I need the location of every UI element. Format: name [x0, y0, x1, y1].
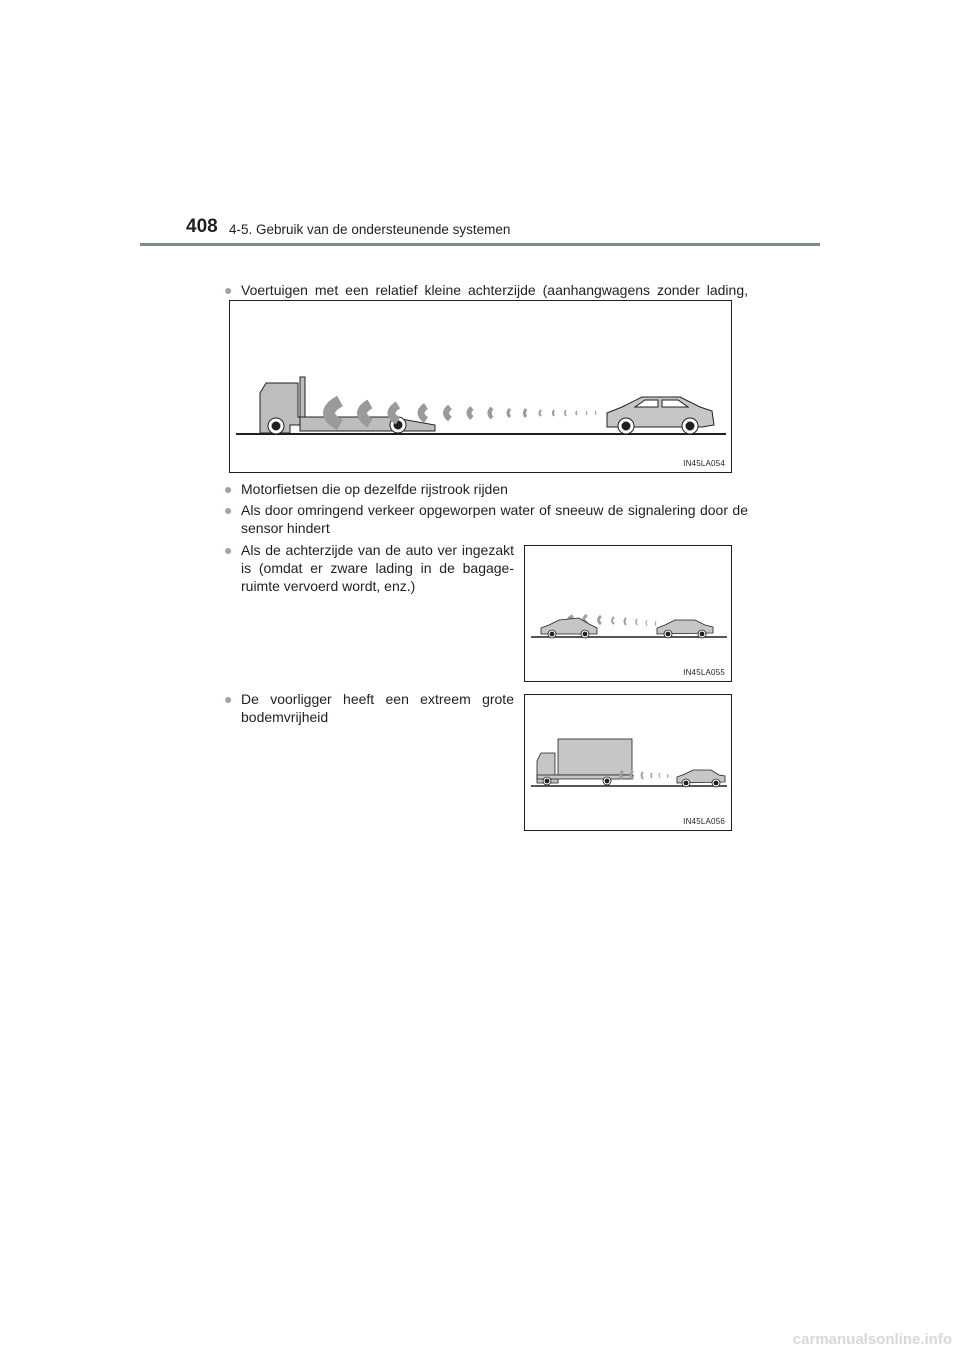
figure-trailer-truck	[229, 300, 732, 473]
bullet-text: Voertuigen met een relatief kleine achterzijde (aanhangwagens zonder lading,	[241, 282, 748, 298]
bullet-item	[224, 501, 748, 537]
bullet-item	[224, 690, 514, 726]
bullet-dot-icon: ●	[224, 691, 233, 707]
bullet-dot-icon: ●	[224, 502, 233, 518]
bullet-dot-icon: ●	[224, 542, 233, 558]
bullet-text: De voorligger heeft een extreem grote bodemvrijheid	[241, 691, 514, 725]
box-truck-illustration	[525, 695, 733, 832]
figure-high-clearance-truck	[524, 694, 732, 831]
figure-sagging-car	[524, 545, 732, 682]
sagging-car-illustration	[525, 546, 733, 683]
bullet-dot-icon: ●	[224, 282, 233, 298]
figure-code: IN45LA055	[683, 668, 725, 677]
bullet-item	[224, 480, 748, 498]
header-rule	[140, 243, 820, 246]
section-title: 4-5. Gebruik van de ondersteunende systemen	[229, 222, 511, 237]
bullet-item	[224, 541, 514, 595]
bullet-text: Als door omringend verkeer opgeworpen water of sneeuw de signalering door de sensor hindert	[241, 502, 748, 536]
bullet-dot-icon: ●	[224, 481, 233, 497]
figure-code: IN45LA056	[683, 817, 725, 826]
watermark[interactable]: carmanualsonline.info	[792, 1331, 952, 1348]
figure-code: IN45LA054	[683, 459, 725, 468]
bullet-text: Motorfietsen die op dezelfde rijstrook rijden	[241, 481, 508, 497]
trailer-truck-illustration	[230, 301, 733, 474]
bullet-text: Als de achterzijde van de auto ver ingezakt is (omdat er zware lading in de bagage-ruimte vervoerd wordt, enz.)	[241, 542, 514, 594]
page-number: 408	[186, 216, 218, 237]
